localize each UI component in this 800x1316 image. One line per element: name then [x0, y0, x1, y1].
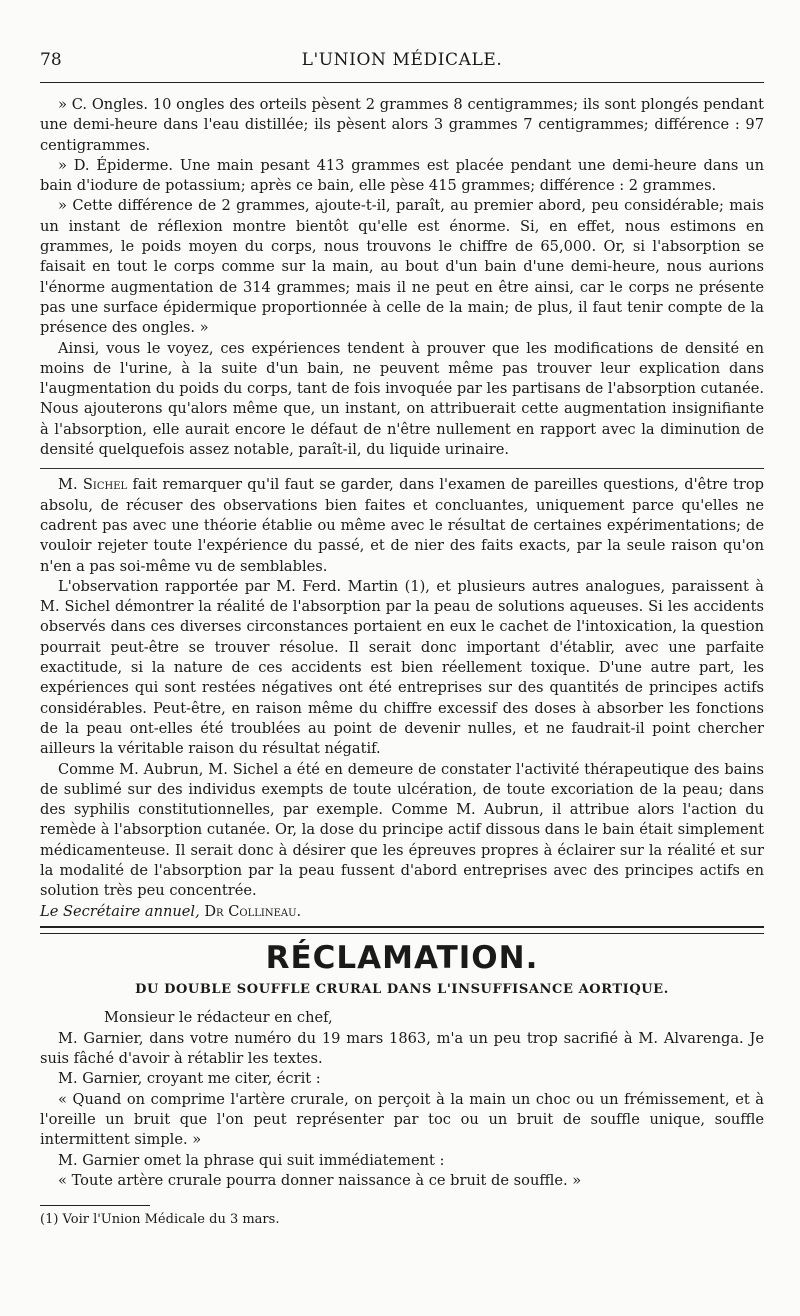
running-title: L'UNION MÉDICALE. — [301, 50, 503, 70]
speaker-name: M. Sichel — [58, 476, 128, 494]
paragraph-observation: L'observation rapportée par M. Ferd. Martin (1), et plusieurs autres analogues, paraissent à M. Sichel démontrer la réalité de l'absorption par la peau de solutions aqueuses. Si les accidents observés dans ces diverses circonstances portaient en eux le cachet de l'intoxication, la question pourrait peut-être se trouver résolue. Il serait donc important d'établir, avec une parfaite exactitude, si la nature de ces accidents est bien réellement toxique. D'une autre part, les expériences qui sont restées négatives ont été entreprises sur des quantités de principes actifs considérables. Peut-être, en raison même du chiffre excessif des doses à absorber les fonctions de la peau ont-elles été troublées au point de devenir nulles, et ne faudrait-il point chercher ailleurs la véritable raison du résultat négatif. — [40, 577, 764, 758]
journal-page — [40, 0, 764, 1316]
page-number: 78 — [40, 50, 62, 70]
quoted-passage: « Toute artère crurale pourra donner naissance à ce bruit de souffle. » — [58, 1171, 582, 1189]
reclamation-paragraph: M. Garnier, croyant me citer, écrit : — [58, 1070, 321, 1088]
paragraph-ongles: » C. Ongles. 10 ongles des orteils pèsent 2 grammes 8 centigrammes; ils sont plongés pendant une demi-heure dans l'eau distillée; ils pèsent alors 3 grammes 7 centigrammes; différence : 97 centigrammes. — [40, 96, 764, 154]
reclamation-paragraph: M. Garnier omet la phrase qui suit immédiatement : — [58, 1151, 445, 1169]
signature — [40, 902, 764, 922]
section-title: RÉCLAMATION. — [265, 939, 539, 976]
header-rule — [40, 82, 764, 83]
section-divider — [40, 468, 764, 469]
paragraph-aubrun: Comme M. Aubrun, M. Sichel a été en demeure de constater l'activité thérapeutique des bains de sublimé sur des individus exempts de toute ulcération, de toute excoriation de la peau; dans des syphilis constitutionnelles, par exemple. Comme M. Aubrun, il attribue alors l'action du remède à l'absorption cutanée. Or, la dose du principe actif dissous dans le bain était simplement médicamenteuse. Il serait donc à désirer que les épreuves propres à éclairer sur la réalité et sur la modalité de l'absorption par la peau fussent d'abord entreprises avec des principes actifs en solution très peu concentrée. — [40, 760, 764, 900]
footnote: (1) Voir l'Union Médicale du 3 mars. — [40, 1212, 280, 1228]
quoted-passage: « Quand on comprime l'artère crurale, on perçoit à la main un choc ou un frémissement, et à l'oreille un bruit que l'on peut représenter par toc ou un bruit de souffle unique, souffle intermittent simple. » — [40, 1090, 764, 1149]
signature-name: Dr Collineau. — [204, 902, 302, 920]
page-header — [40, 50, 764, 74]
paragraph-epiderme: » D. Épiderme. Une main pesant 413 grammes est placée pendant une demi-heure dans un bain d'iodure de potassium; après ce bain, elle pèse 415 grammes; différence : 2 grammes. — [40, 156, 764, 195]
reclamation-paragraph: M. Garnier, dans votre numéro du 19 mars 1863, m'a un peu trop sacrifié à M. Alvarenga. Je suis fâché d'avoir à rétablir les textes. — [40, 1029, 764, 1068]
footnote-rule — [40, 1205, 150, 1206]
sichel-remark: fait remarquer qu'il faut se garder, dans l'examen de pareilles questions, d'être trop absolu, de récuser des observations bien faites et concluantes, uniquement parce qu'elles ne cadrent pas avec une théorie établie ou même avec le résultat de certaines expérimentations; de vouloir rejeter toute l'expérience du passé, et de nier des faits exacts, par la seule raison qu'on n'en a pas soi-même vu de semblables. — [40, 476, 765, 575]
section-subtitle: DU DOUBLE SOUFFLE CRURAL DANS L'INSUFFISANCE AORTIQUE. — [135, 982, 669, 998]
paragraph-conclusion: Ainsi, vous le voyez, ces expériences tendent à prouver que les modifications de densité en moins de l'urine, à la suite d'un bain, ne peuvent même pas trouver leur explication dans l'augmentation du poids du corps, tant de fois invoquée par les partisans de l'absorption cutanée. Nous ajouterons qu'alors même que, un instant, on attribuerait cette augmentation insignifiante à l'absorption, elle aurait encore le défaut de n'être nullement en rapport avec la diminution de densité quelquefois assez notable, paraît-il, du liquide urinaire. — [40, 339, 764, 459]
salutation: Monsieur le rédacteur en chef, — [104, 1009, 333, 1027]
paragraph-difference: » Cette différence de 2 grammes, ajoute-t-il, paraît, au premier abord, peu considérable; mais un instant de réflexion montre bientôt qu'elle est énorme. Si, en effet, nous estimons en grammes, le poids moyen du corps, nous trouvons le chiffre de 65,000. Or, si l'absorption se faisait en tout le corps comme sur la main, au bout d'un bain d'une demi-heure, nous aurions l'énorme augmentation de 314 grammes; mais il ne peut en être ainsi, car le corps ne présente pas une surface épidermique proportionnée à celle de la main; de plus, il faut tenir compte de la présence des ongles. » — [40, 197, 764, 337]
page-body — [40, 95, 764, 1230]
paragraph-sichel — [40, 475, 764, 576]
signature-role: Le Secrétaire annuel, — [40, 902, 200, 920]
double-rule — [40, 926, 764, 934]
